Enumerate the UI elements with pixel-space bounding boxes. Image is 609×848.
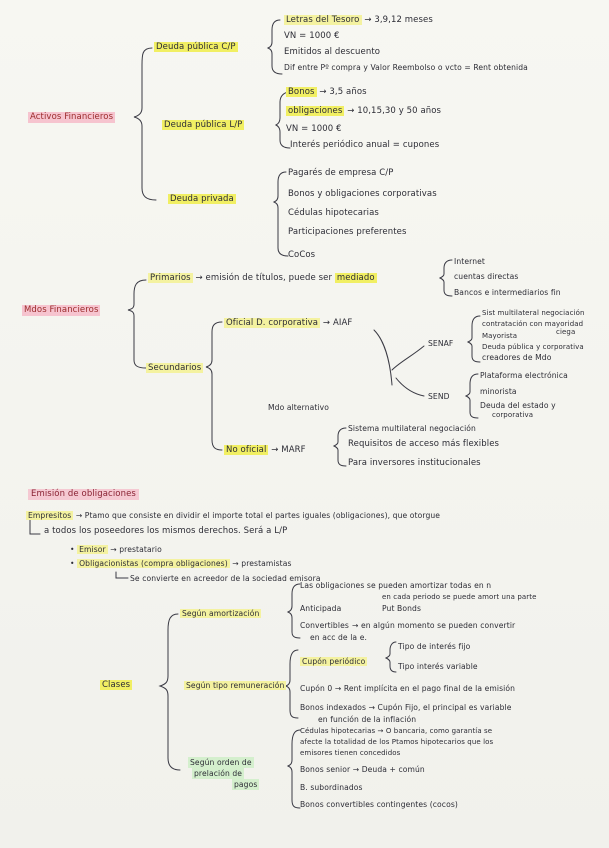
mercados-financieros-title: Mdos Financieros xyxy=(24,305,99,315)
letras-arrow-text: → 3,9,12 meses xyxy=(364,15,433,25)
send-item-4: corporativa xyxy=(492,411,534,419)
indexados-label: Bonos indexados xyxy=(300,703,367,712)
prelacion-item-6: Bonos convertibles contingentes (cocos) xyxy=(300,800,458,809)
prelacion-item-4: Bonos senior → Deuda + común xyxy=(300,765,425,774)
deuda-publica-cp-label xyxy=(154,42,238,53)
amortizacion-label xyxy=(180,608,261,619)
deuda-lp-interes: Interés periódico anual = cupones xyxy=(290,140,440,150)
no-oficial-line xyxy=(224,445,306,456)
send-item-2: minorista xyxy=(480,387,517,396)
marf-text: → MARF xyxy=(271,445,306,455)
prelacion-label-2: prelación de xyxy=(194,769,243,778)
marf-item-2: Requisitos de acceso más flexibles xyxy=(348,439,500,449)
marf-item-1: Sistema multilateral negociación xyxy=(348,424,476,433)
deuda-publica-lp-highlight: Deuda pública L/P xyxy=(164,120,243,130)
cupon-periodico-label xyxy=(300,656,367,667)
senaf-item-4: ciega xyxy=(556,328,576,336)
bancos-item: Bancos e intermediarios fin xyxy=(454,288,561,297)
cupon-cero-text: → Rent implícita en el pago final de la emisión xyxy=(334,684,516,693)
clases-label xyxy=(100,680,132,691)
obligaciones-highlight: obligaciones xyxy=(288,106,343,116)
cedulas-item: Cédulas hipotecarias xyxy=(288,208,379,218)
activos-financieros-title: Activos Financieros xyxy=(30,112,114,122)
obligacionistas-value: → prestamistas xyxy=(232,559,292,568)
indexados-text-2: en función de la inflación xyxy=(318,715,417,724)
cocos-item: CoCos xyxy=(288,250,316,260)
senaf-label: SENAF xyxy=(428,339,454,348)
senaf-item-5: Deuda pública y corporativa xyxy=(482,343,584,351)
bonos-corporativas-item: Bonos y obligaciones corporativas xyxy=(288,189,437,199)
primarios-highlight: Primarios xyxy=(150,273,191,283)
obligacionistas-line: • Obligacionistas (compra obligaciones) → prestamistas xyxy=(70,559,292,568)
prelacion-label-3: pagos xyxy=(234,780,258,789)
deuda-privada-label xyxy=(168,194,236,205)
send-label: SEND xyxy=(428,392,450,401)
tipo-interes-fijo: Tipo de interés fijo xyxy=(398,642,471,651)
cupon-periodico-highlight: Cupón periódico xyxy=(302,657,366,666)
empresitos-line xyxy=(26,510,440,521)
marf-item-3: Para inversores institucionales xyxy=(348,458,481,468)
secundarios-label xyxy=(146,363,203,374)
obligacionistas-highlight: Obligacionistas (compra obligaciones) xyxy=(79,559,228,568)
no-oficial-highlight: No oficial xyxy=(226,445,267,455)
acreedor-text: Se convierte en acreedor de la sociedad emisora xyxy=(130,574,321,583)
amort-item-7: en acc de la e. xyxy=(310,633,367,642)
deuda-publica-lp-label xyxy=(162,120,244,131)
participaciones-item: Participaciones preferentes xyxy=(288,227,407,237)
empresitos-def-1: → Ptamo que consiste en dividir el importe total el partes iguales (obligaciones), que otorgue xyxy=(75,511,441,520)
deuda-privada-highlight: Deuda privada xyxy=(170,194,234,204)
remuneracion-label xyxy=(184,680,286,691)
letras-highlight: Letras del Tesoro xyxy=(286,15,360,25)
indexados-text: → Cupón Fijo, el principal es variable xyxy=(368,703,512,712)
emision-obligaciones-title: Emisión de obligaciones xyxy=(28,489,139,500)
primarios-line xyxy=(148,273,377,284)
cupon-cero-label: Cupón 0 xyxy=(300,684,333,693)
deuda-cp-dif: Dif entre Pº compra y Valor Reembolso o vcto = Rent obtenida xyxy=(284,63,528,72)
prelacion-item-1: Cédulas hipotecarias → O bancaria, como garantía se xyxy=(300,727,493,735)
obligaciones-arrow-text: → 10,15,30 y 50 años xyxy=(347,106,442,116)
indexados-line xyxy=(300,702,511,713)
emisor-highlight: Emisor xyxy=(79,545,106,554)
cupon-cero-line xyxy=(300,683,515,694)
senaf-item-3: Mayorista xyxy=(482,332,518,340)
oficial-highlight: Oficial D. corporativa xyxy=(226,318,319,328)
deuda-publica-cp-highlight: Deuda pública C/P xyxy=(156,42,236,52)
send-item-1: Plataforma electrónica xyxy=(480,371,568,380)
emisor-value: → prestatario xyxy=(110,545,162,554)
senaf-item-1: Sist multilateral negociación xyxy=(482,309,585,317)
secundarios-highlight: Secundarios xyxy=(148,363,202,373)
send-item-3: Deuda del estado y xyxy=(480,401,556,410)
amort-item-3: Anticipada xyxy=(300,604,342,613)
prelacion-item-5: B. subordinados xyxy=(300,783,363,792)
pagares-item: Pagarés de empresa C/P xyxy=(288,168,394,178)
emisor-line: • Emisor → prestatario xyxy=(70,545,162,554)
empresitos-highlight: Empresitos xyxy=(28,511,72,520)
amort-item-5: Convertibles xyxy=(300,621,349,630)
clases-highlight: Clases xyxy=(102,680,131,690)
remuneracion-highlight: Según tipo remuneración xyxy=(186,681,285,690)
oficial-line xyxy=(224,318,352,329)
amort-item-6: → en algún momento se pueden convertir xyxy=(352,621,516,630)
bonos-arrow-text: → 3,5 años xyxy=(319,87,367,97)
amort-item-4: Put Bonds xyxy=(382,604,421,613)
empresitos-def-2: a todos los poseedores los mismos derechos. Será a L/P xyxy=(44,526,288,536)
primarios-text: → emisión de títulos, puede ser xyxy=(195,273,333,283)
prelacion-item-2: afecte la totalidad de los Ptamos hipotecarios que los xyxy=(300,738,494,746)
mediado-highlight: mediado xyxy=(336,273,375,283)
bonos-highlight: Bonos xyxy=(288,87,315,97)
amortizacion-highlight: Según amortización xyxy=(182,609,260,618)
aiaf-text: → AIAF xyxy=(322,318,353,328)
letras-del-tesoro xyxy=(284,15,433,26)
obligaciones-item xyxy=(286,106,441,117)
prelacion-label-1: Según orden de xyxy=(190,758,252,767)
tipo-interes-variable: Tipo interés variable xyxy=(398,662,478,671)
mdo-alternativo-label: Mdo alternativo xyxy=(268,403,330,412)
deuda-lp-vn: VN = 1000 € xyxy=(286,124,342,134)
internet-item: Internet xyxy=(454,257,485,266)
prelacion-item-3: emisores tienen concedidos xyxy=(300,749,401,757)
amort-item-1: Las obligaciones se pueden amortizar todas en n xyxy=(300,581,492,590)
deuda-cp-emitidos: Emitidos al descuento xyxy=(284,47,381,57)
deuda-cp-vn: VN = 1000 € xyxy=(284,31,340,41)
senaf-item-2: contratación con mayoridad xyxy=(482,320,584,328)
amort-item-2: en cada periodo se puede amort una parte xyxy=(382,593,537,601)
senaf-item-6: creadores de Mdo xyxy=(482,353,552,362)
bonos-item xyxy=(286,87,367,98)
cuentas-directas-item: cuentas directas xyxy=(454,272,519,281)
